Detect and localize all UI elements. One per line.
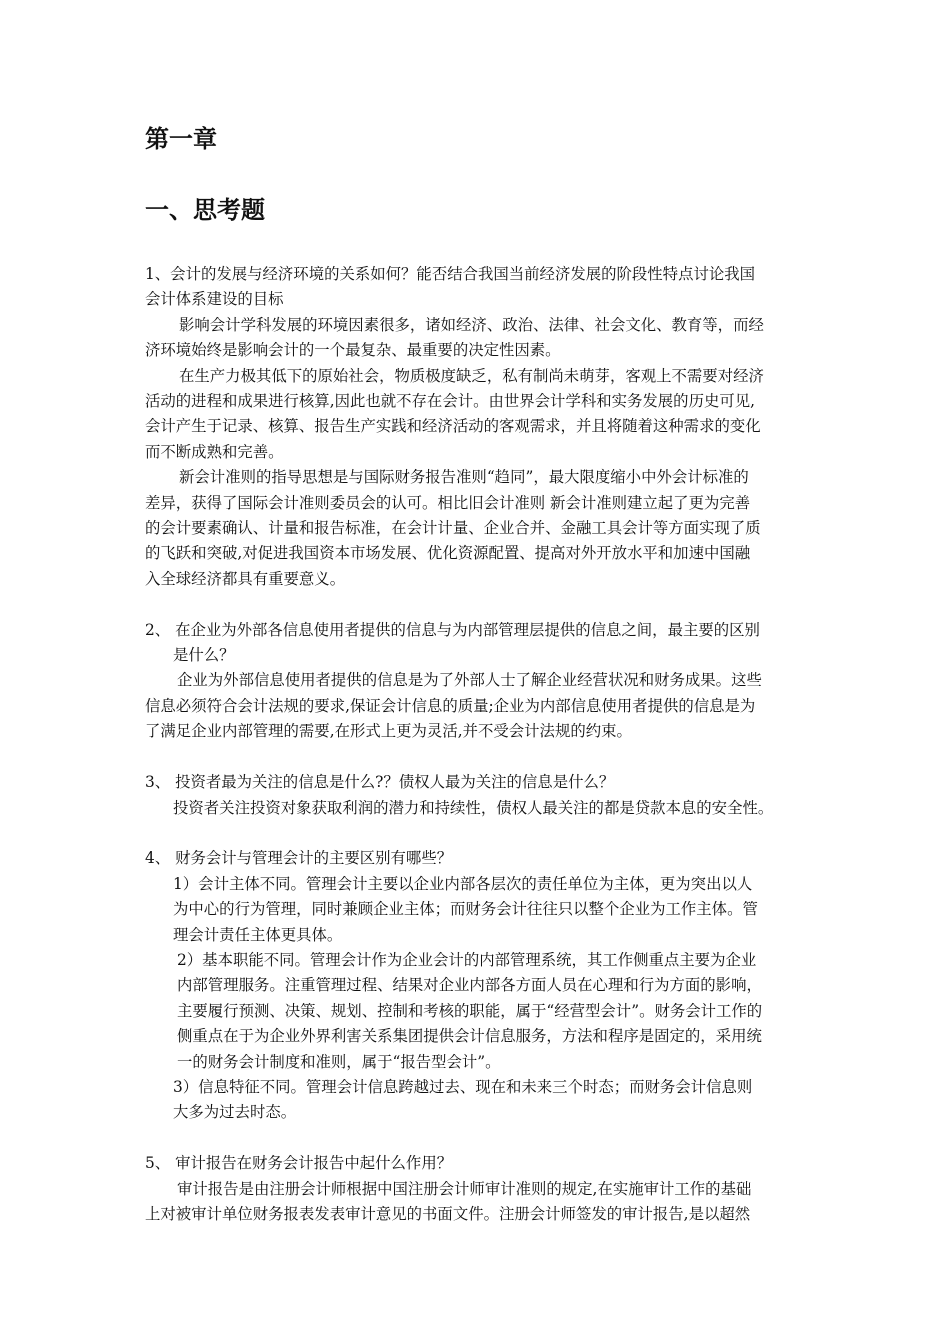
question-4-line: 4、 财务会计与管理会计的主要区别有哪些？ bbox=[145, 849, 453, 868]
question-2-line: 2、 在企业为外部各信息使用者提供的信息与为内部管理层提供的信息之间，最主要的区别 bbox=[145, 620, 760, 639]
question-1-line: 1、会计的发展与经济环境的关系如何？能否结合我国当前经济发展的阶段性特点讨论我国 bbox=[145, 265, 756, 283]
answer-2-line: 了满足企业内部管理的需要,在形式上更为灵活,并不受会计法规的约束。 bbox=[145, 722, 632, 741]
answer-1-para2-line: 而不断成熟和完善。 bbox=[145, 442, 284, 461]
answer-2-line: 信息必须符合会计法规的要求,保证会计信息的质量;企业为内部信息使用者提供的信息是为 bbox=[145, 696, 756, 715]
answer-1-para1-line: 影响会计学科发展的环境因素很多，诸如经济、政治、法律、社会文化、教育等，而经 bbox=[179, 315, 764, 334]
spacer bbox=[145, 821, 820, 846]
answer-4-item2-line: 侧重点在于为企业外界利害关系集团提供会计信息服务，方法和程序是固定的，采用统 bbox=[177, 1027, 762, 1046]
answer-4-item2-line: 2）基本职能不同。管理会计作为企业会计的内部管理系统，其工作侧重点主要为企业 bbox=[177, 950, 757, 969]
answer-5-line: 审计报告是由注册会计师根据中国注册会计师审计准则的规定,在实施审计工作的基础 bbox=[177, 1179, 752, 1198]
question-5-line: 5、 审计报告在财务会计报告中起什么作用？ bbox=[145, 1154, 453, 1173]
answer-1-para2-line: 在生产力极其低下的原始社会，物质极度缺乏，私有制尚未萌芽，客观上不需要对经济 bbox=[179, 366, 764, 385]
answer-4-item2-line: 一的财务会计制度和准则，属于“报告型会计”。 bbox=[177, 1052, 501, 1071]
answer-1-para3-line: 的会计要素确认、计量和报告标准，在会计计量、企业合并、金融工具会计等方面实现了质 bbox=[145, 519, 761, 538]
answer-1-para2-line: 活动的进程和成果进行核算,因此也就不存在会计。由世界会计学科和实务发展的历史可见, bbox=[145, 392, 756, 411]
answer-1-para3-line: 的飞跃和突破,对促进我国资本市场发展、优化资源配置、提高对外开放水平和加速中国融 bbox=[145, 544, 751, 563]
answer-4-item3-line: 大多为过去时态。 bbox=[173, 1103, 297, 1122]
answer-5-line: 上对被审计单位财务报表发表审计意见的书面文件。注册会计师签发的审计报告,是以超然 bbox=[145, 1204, 751, 1223]
answer-1-para1-line: 济环境始终是影响会计的一个最复杂、最重要的决定性因素。 bbox=[145, 341, 561, 360]
question-3-line: 3、 投资者最为关注的信息是什么?？债权人最为关注的信息是什么？ bbox=[145, 773, 615, 792]
spacer bbox=[145, 592, 820, 617]
answer-2-line: 企业为外部信息使用者提供的信息是为了外部人士了解企业经营状况和财务成果。这些 bbox=[177, 671, 762, 690]
chapter-title: 第一章 bbox=[145, 124, 217, 153]
question-2-line: 是什么？ bbox=[173, 646, 235, 665]
answer-3-line: 投资者关注投资对象获取利润的潜力和持续性，债权人最关注的都是贷款本息的安全性。 bbox=[173, 798, 774, 817]
answer-4-item3-line: 3）信息特征不同。管理会计信息跨越过去、现在和未来三个时态；而财务会计信息则 bbox=[173, 1077, 753, 1096]
question-1-line: 会计体系建设的目标 bbox=[145, 290, 284, 309]
answer-1-para3-line: 差异，获得了国际会计准则委员会的认可。相比旧会计准则 新会计准则建立起了更为完善 bbox=[145, 493, 751, 512]
spacer bbox=[145, 1126, 820, 1151]
answer-1-para3-line: 入全球经济都具有重要意义。 bbox=[145, 569, 346, 588]
spacer bbox=[145, 745, 820, 770]
answer-1-para2-line: 会计产生于记录、核算、报告生产实践和经济活动的客观需求，并且将随着这种需求的变化 bbox=[145, 417, 761, 436]
answer-4-item2-line: 内部管理服务。注重管理过程、结果对企业内部各方面人员在心理和行为方面的影响， bbox=[177, 976, 762, 995]
answer-4-item1-line: 理会计责任主体更具体。 bbox=[173, 925, 343, 944]
answer-1-para3-line: 新会计准则的指导思想是与国际财务报告准则“趋同”，最大限度缩小中外会计标准的 bbox=[179, 468, 749, 487]
answer-4-item1-line: 1）会计主体不同。管理会计主要以企业内部各层次的责任单位为主体，更为突出以人 bbox=[173, 874, 753, 893]
answer-4-item1-line: 为中心的行为管理，同时兼顾企业主体；而财务会计往往只以整个企业为工作主体。管 bbox=[173, 900, 758, 919]
document-body bbox=[145, 262, 820, 1227]
section-title: 一、思考题 bbox=[145, 195, 265, 224]
answer-4-item2-line: 主要履行预测、决策、规划、控制和考核的职能，属于“经营型会计”。财务会计工作的 bbox=[177, 1001, 763, 1020]
